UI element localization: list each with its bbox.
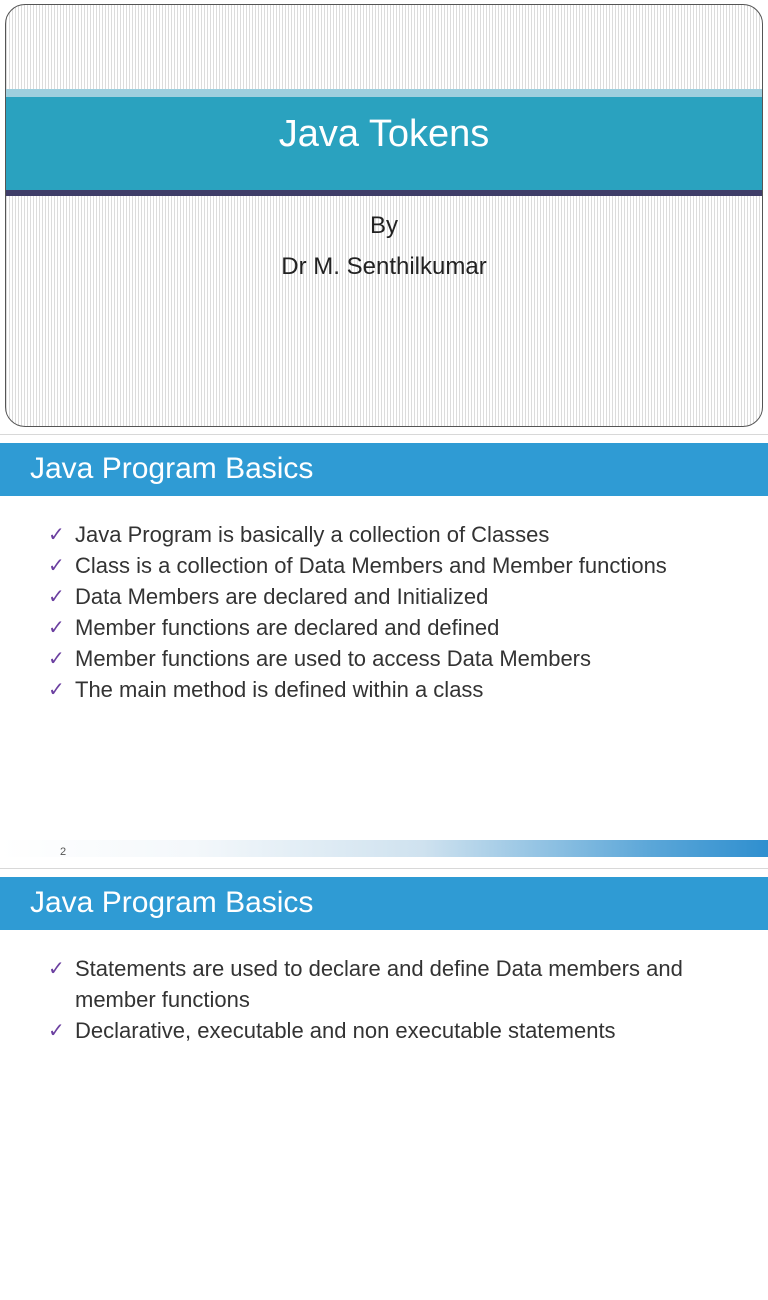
- bullet-text: Member functions are declared and defined: [75, 615, 500, 640]
- checkmark-icon: ✓: [48, 677, 65, 701]
- slide-title: Java Program Basics: [30, 452, 314, 485]
- checkmark-icon: ✓: [48, 522, 65, 546]
- checkmark-icon: ✓: [48, 956, 65, 980]
- bullet-text: Java Program is basically a collection of Classes: [75, 522, 550, 547]
- title-band: [6, 89, 762, 196]
- slide-header-bar: [0, 877, 768, 930]
- bullet-item: [48, 550, 738, 581]
- checkmark-icon: ✓: [48, 584, 65, 608]
- bullet-text: The main method is defined within a class: [75, 677, 484, 702]
- slide-title: Java Tokens: [278, 113, 490, 155]
- slide-1: [0, 0, 768, 432]
- bullet-item: [48, 674, 738, 705]
- slide-2: [0, 434, 768, 866]
- bullet-item: [48, 519, 738, 550]
- bullet-item: [48, 581, 738, 612]
- bullet-list: [48, 953, 738, 1046]
- bullet-item: [48, 1015, 738, 1046]
- bullet-text: Data Members are declared and Initialized: [75, 584, 489, 609]
- title-slide-frame: [5, 4, 763, 427]
- byline-label: By: [369, 212, 398, 239]
- bullet-text: Class is a collection of Data Members and Member functions: [75, 553, 667, 578]
- bullet-item: [48, 953, 738, 1015]
- title-band-bottom-stripe: [6, 190, 762, 196]
- checkmark-icon: ✓: [48, 646, 65, 670]
- slide-header-bar: [0, 443, 768, 496]
- bullet-text: Member functions are used to access Data Members: [75, 646, 592, 671]
- slide-title: Java Program Basics: [30, 886, 314, 919]
- slide-number: 2: [60, 846, 67, 858]
- checkmark-icon: ✓: [48, 615, 65, 639]
- bullet-text: Declarative, executable and non executable statements: [75, 1018, 616, 1043]
- slide-footer-bar: [0, 840, 768, 857]
- bullet-list: [48, 519, 738, 705]
- checkmark-icon: ✓: [48, 553, 65, 577]
- slide-3: [0, 868, 768, 1300]
- bullet-item: [48, 643, 738, 674]
- title-band-top-stripe: [6, 89, 762, 97]
- bullet-text: Statements are used to declare and define Data members and member functions: [75, 956, 683, 1012]
- checkmark-icon: ✓: [48, 1018, 65, 1042]
- bullet-item: [48, 612, 738, 643]
- author-name: Dr M. Senthilkumar: [281, 253, 487, 280]
